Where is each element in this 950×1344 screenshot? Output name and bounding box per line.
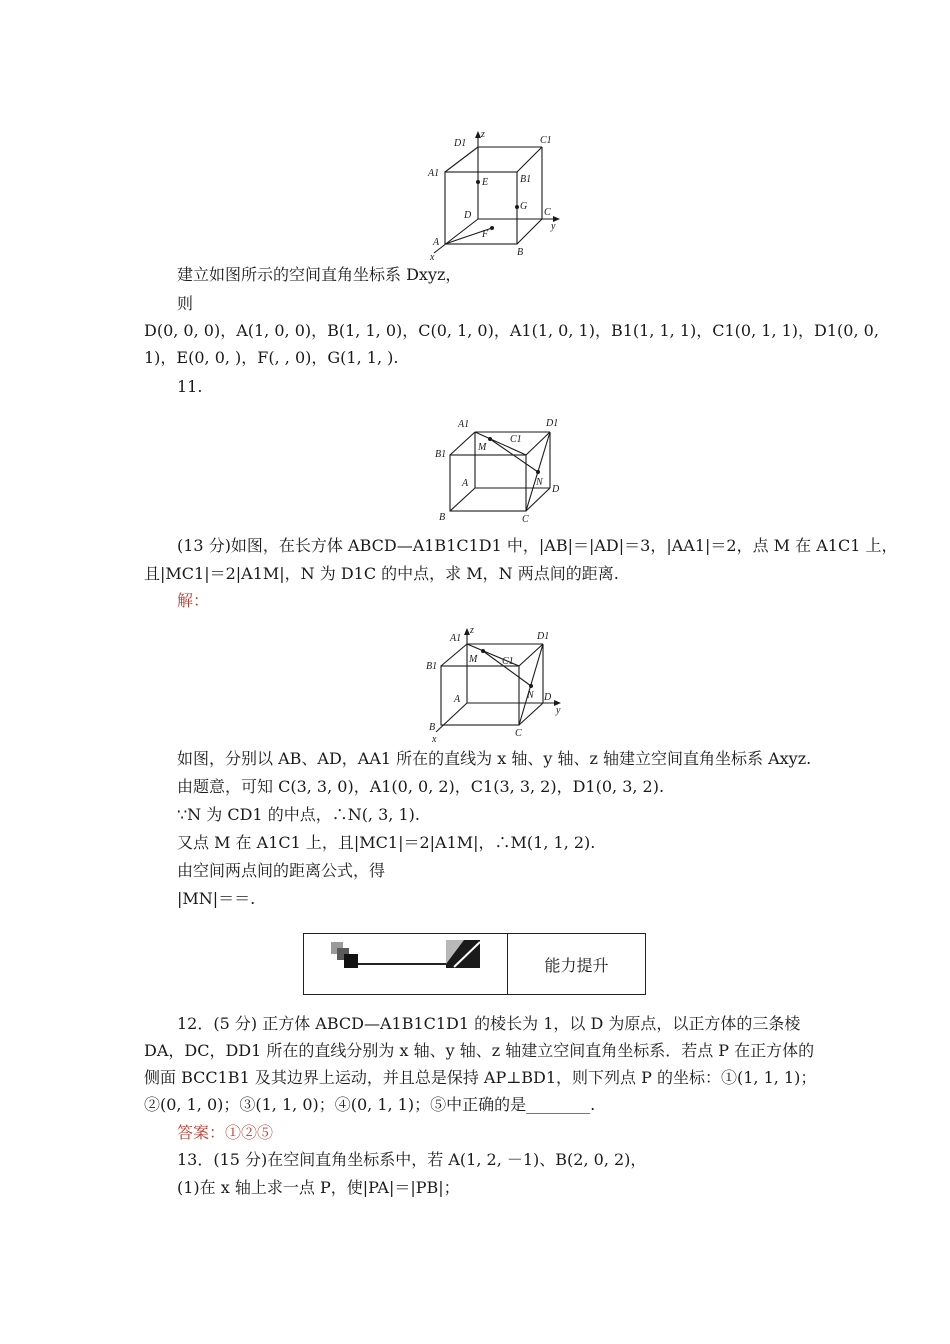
fig3-label-x: x	[432, 734, 437, 745]
fig3-label-A1: A1	[450, 633, 462, 644]
text-line-2: 则	[177, 294, 194, 313]
fig3-label-D1: D1	[537, 631, 550, 642]
fig3-label-N: N	[527, 690, 534, 701]
fig1-label-G: G	[520, 201, 528, 212]
text-line-10: 由题意，可知 C(3, 3, 0)，A1(0, 0, 2)，C1(3, 3, 2)，D1(0, 3, 2).	[177, 777, 665, 796]
text-line-15: 12．(5 分) 正方体 ABCD—A1B1C1D1 的棱长为 1，以 D 为原点，以正方体的三条棱	[177, 1014, 801, 1033]
fig1-label-A: A	[433, 237, 440, 248]
text-line-11: ∵N 为 CD1 的中点，∴N(, 3, 1).	[177, 805, 420, 824]
text-line-17: 侧面 BCC1B1 及其边界上运动，并且总是保持 AP⊥BD1，则下列点 P 的坐标：①(1, 1, 1)；	[144, 1068, 817, 1087]
fig2-label-B1: B1	[435, 449, 447, 460]
section-banner	[303, 933, 646, 995]
fig2-label-D: D	[552, 484, 560, 495]
box-diagram-2	[430, 412, 570, 527]
text-line-6: (13 分)如图，在长方体 ABCD—A1B1C1D1 中，|AB|＝|AD|＝3，|AA1|＝2，点 M 在 A1C1 上，	[177, 536, 898, 555]
box-figure-3	[424, 624, 574, 744]
text-line-4: 1)，E(0, 0, )，F(, , 0)，G(1, 1, ).	[144, 348, 399, 367]
text-line-12: 又点 M 在 A1C1 上，且|MC1|＝2|A1M|，∴M(1, 1, 2).	[177, 833, 596, 852]
fig2-label-A1: A1	[458, 419, 470, 430]
text-line-9: 如图，分别以 AB、AD，AA1 所在的直线为 x 轴、y 轴、z 轴建立空间直角坐标系 Axyz.	[177, 749, 812, 768]
fig1-label-D1: D1	[454, 138, 467, 149]
fig2-label-D1: D1	[546, 418, 559, 429]
fig1-label-A1: A1	[428, 168, 440, 179]
fig3-label-z: z	[470, 625, 474, 636]
answer-line: 答案：①②⑤	[177, 1123, 274, 1142]
text-line-14: |MN|＝＝.	[177, 889, 256, 908]
problem-number-11: 11.	[177, 377, 203, 396]
fig3-label-B: B	[429, 722, 436, 733]
text-line-1: 建立如图所示的空间直角坐标系 Dxyz，	[177, 265, 462, 284]
fig3-label-A: A	[454, 694, 461, 705]
fig2-label-N: N	[536, 477, 543, 488]
fig3-label-D: D	[544, 692, 552, 703]
fig1-label-B1: B1	[520, 174, 532, 185]
fig3-label-y: y	[556, 705, 561, 716]
fig1-label-C1: C1	[540, 135, 552, 146]
fig3-label-C1: C1	[502, 656, 514, 667]
fig1-label-x: x	[430, 252, 435, 263]
fig1-label-z: z	[481, 129, 485, 140]
fig1-label-D: D	[464, 210, 472, 221]
text-line-16: DA，DC，DD1 所在的直线分别为 x 轴、y 轴、z 轴建立空间直角坐标系．若点 P 在正方体的	[144, 1041, 815, 1060]
cube-diagram-1	[420, 125, 570, 265]
fig1-label-F: F	[482, 229, 489, 240]
text-line-13: 由空间两点间的距离公式，得	[177, 861, 386, 880]
fig1-label-B: B	[517, 247, 524, 258]
fig2-label-B: B	[439, 512, 446, 523]
cube-figure-1	[420, 125, 570, 265]
fig3-label-C: C	[515, 728, 522, 739]
banner-title: 能力提升	[544, 955, 609, 975]
fig2-label-C: C	[522, 514, 529, 525]
box-diagram-3	[424, 624, 574, 744]
banner-decoration-icon	[304, 934, 507, 996]
fig1-label-C: C	[544, 207, 551, 218]
fig2-label-A: A	[462, 478, 469, 489]
solution-label: 解：	[177, 591, 210, 610]
fig2-label-C1: C1	[510, 434, 522, 445]
text-line-20: 13．(15 分)在空间直角坐标系中，若 A(1, 2, －1)、B(2, 0, 2)，	[177, 1150, 647, 1169]
box-figure-2	[430, 412, 570, 527]
fig1-label-E: E	[482, 177, 489, 188]
fig3-label-M: M	[469, 654, 478, 665]
text-line-18: ②(0, 1, 0)；③(1, 1, 0)；④(0, 1, 1)；⑤中正确的是________.	[144, 1095, 596, 1114]
text-line-21: (1)在 x 轴上求一点 P，使|PA|＝|PB|；	[177, 1178, 460, 1197]
text-line-3: D(0, 0, 0)，A(1, 0, 0)，B(1, 1, 0)，C(0, 1, 0)，A1(1, 0, 1)，B1(1, 1, 1)，C1(0, 1, 1)，D1(0, 0,	[144, 321, 879, 340]
fig2-label-M: M	[478, 442, 487, 453]
fig1-label-y: y	[551, 221, 556, 232]
fig3-label-B1: B1	[426, 661, 438, 672]
text-line-7: 且|MC1|＝2|A1M|，N 为 D1C 的中点，求 M，N 两点间的距离.	[144, 564, 619, 583]
